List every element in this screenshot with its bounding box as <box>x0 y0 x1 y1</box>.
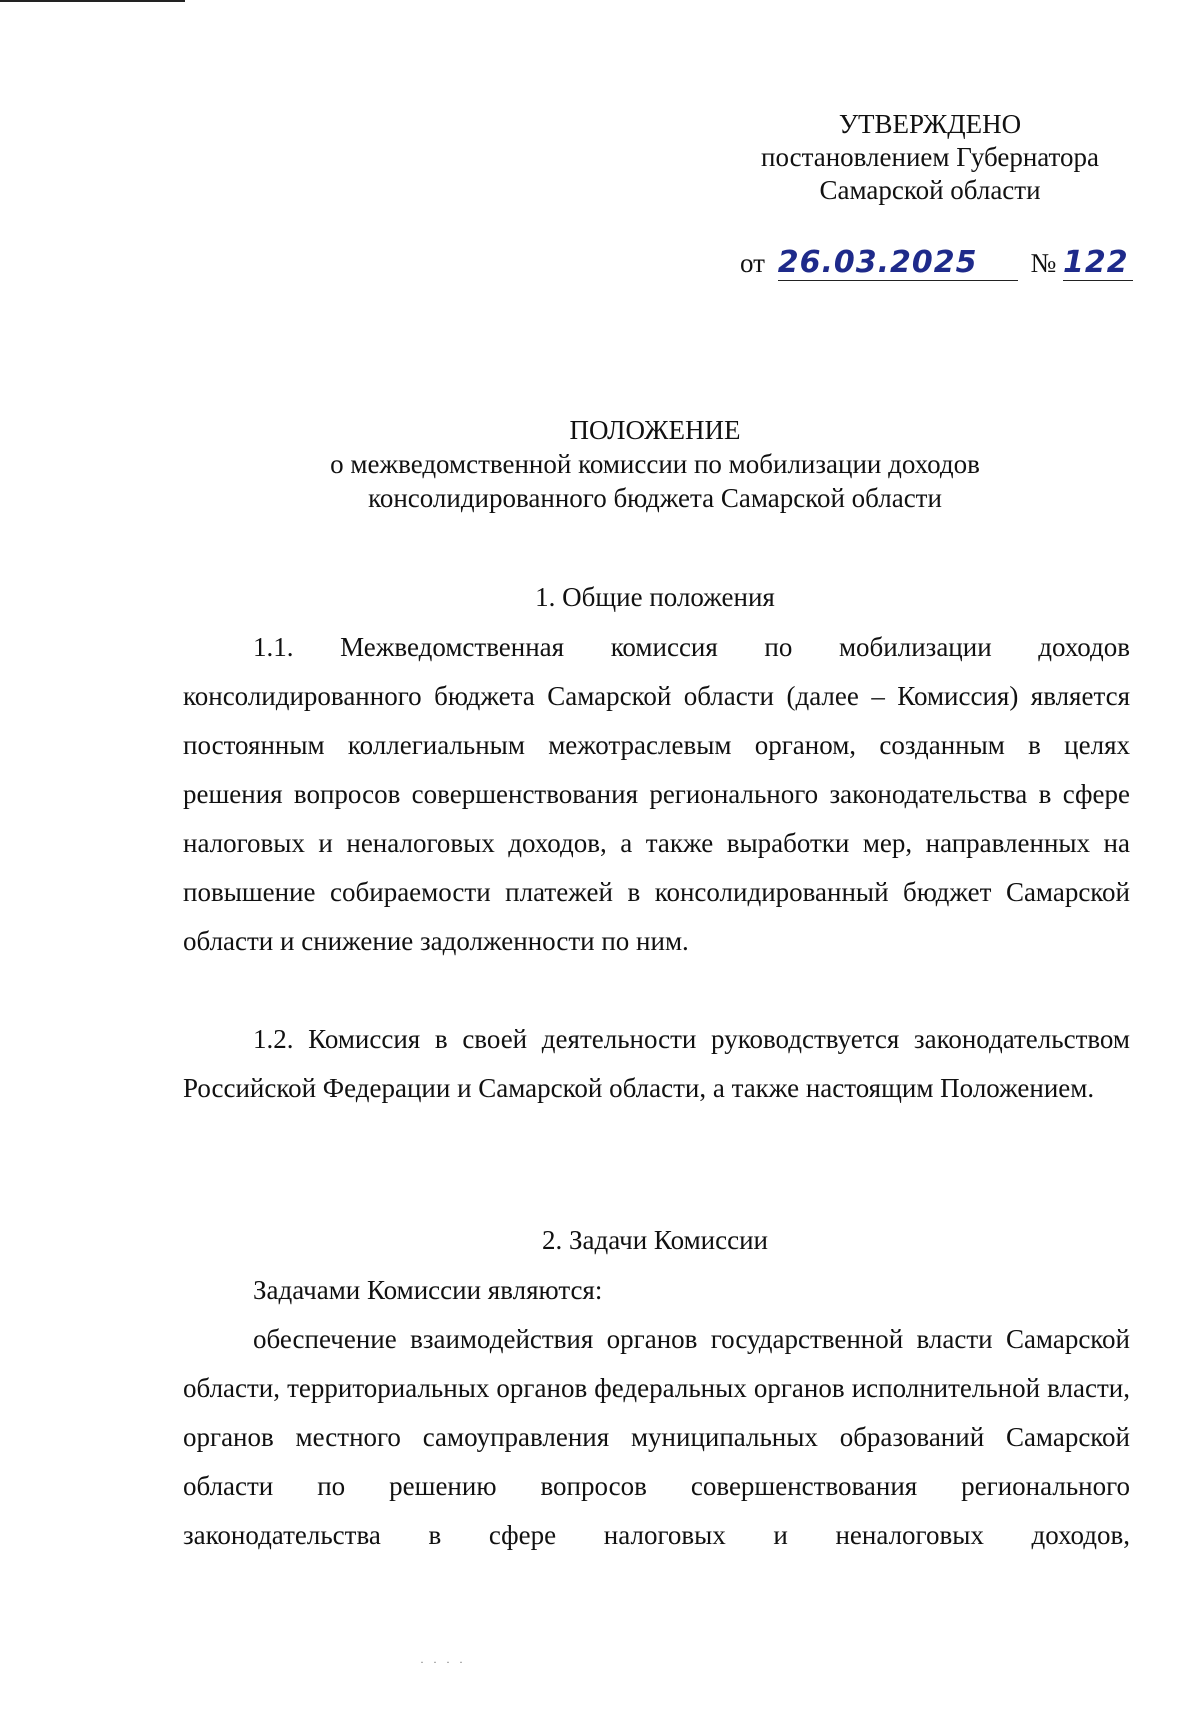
date-field <box>778 245 1018 281</box>
document-subtitle-line2: консолидированного бюджета Самарской области <box>368 483 942 513</box>
handwritten-number: 122 <box>1062 245 1129 280</box>
approved-region: Самарской области <box>819 175 1041 205</box>
number-prefix: № <box>1030 248 1057 278</box>
approval-date-line <box>740 245 1133 281</box>
number-field <box>1063 245 1133 281</box>
section2-intro: Задачами Комиссии являются: <box>253 1275 603 1305</box>
section1-heading: 1. Общие положения <box>535 582 775 612</box>
paragraph-1-1: 1.1. Межведомственная комиссия по мобилизации доходов консолидированного бюджета Самарской области (далее – Комиссия) является постоянным коллегиальным межотраслевым органом, созданным в целях решения вопросов совершенствования регионального законодательства в сфере налоговых и неналоговых доходов, а также выработки мер, направленных на повышение собираемости платежей в консолидированный бюджет Самарской области и снижение задолженности по ним. <box>183 632 1130 956</box>
section2-heading: 2. Задачи Комиссии <box>542 1225 768 1255</box>
scan-edge-line <box>0 0 185 2</box>
document-subtitle-line1: о межведомственной комиссии по мобилизации доходов <box>330 449 980 479</box>
document-title: ПОЛОЖЕНИЕ <box>569 415 741 445</box>
document-title-block <box>180 413 1130 515</box>
date-prefix: от <box>740 248 765 278</box>
paragraph-1-2: 1.2. Комиссия в своей деятельности руководствуется законодательством Российской Федерации и Самарской области, а также настоящим Положением. <box>183 1024 1130 1103</box>
approved-by: постановлением Губернатора <box>761 142 1099 172</box>
handwritten-date: 26.03.2025 <box>777 245 978 280</box>
approval-block <box>700 108 1160 207</box>
scan-artifact: · · · · <box>420 1655 466 1669</box>
approved-label: УТВЕРЖДЕНО <box>838 109 1022 139</box>
task-1-paragraph: обеспечение взаимодействия органов государственной власти Самарской области, территориальных органов федеральных органов исполнительной власти, органов местного самоуправления муниципальных образований Самарской области по решению вопросов совершенствования регионального законодательства в сфере налоговых и неналоговых доходов, <box>183 1324 1130 1550</box>
